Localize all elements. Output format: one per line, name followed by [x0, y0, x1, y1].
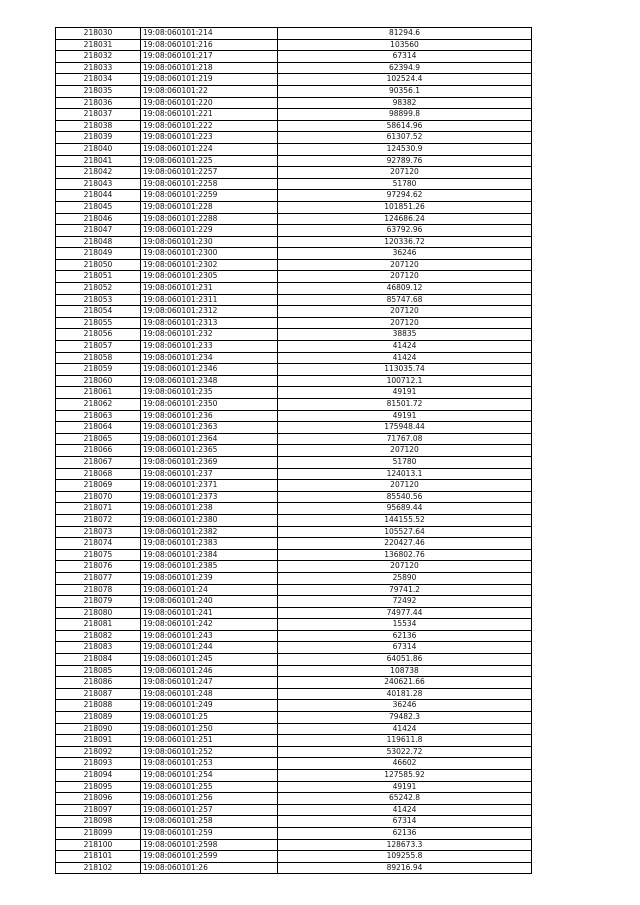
row-number-cell: 218045	[56, 201, 141, 213]
row-number-cell: 218101	[56, 851, 141, 863]
table-row	[56, 839, 532, 851]
value-cell: 62136	[278, 630, 532, 642]
cadastral-number-cell: 19:08:060101:229	[141, 225, 278, 237]
table-row	[56, 294, 532, 306]
value-cell: 62394.9	[278, 62, 532, 74]
table-row	[56, 758, 532, 770]
table-row	[56, 700, 532, 712]
value-cell: 61307.52	[278, 132, 532, 144]
cadastral-number-cell: 19:08:060101:2300	[141, 248, 278, 260]
table-row	[56, 190, 532, 202]
value-cell: 46809.12	[278, 283, 532, 295]
table-row	[56, 503, 532, 515]
cadastral-number-cell: 19:08:060101:25	[141, 712, 278, 724]
value-cell: 67314	[278, 642, 532, 654]
cadastral-number-cell: 19:08:060101:219	[141, 74, 278, 86]
table-row	[56, 712, 532, 724]
cadastral-number-cell: 19:08:060101:2312	[141, 306, 278, 318]
value-cell: 49191	[278, 781, 532, 793]
row-number-cell: 218056	[56, 329, 141, 341]
table-row	[56, 561, 532, 573]
value-cell: 120336.72	[278, 236, 532, 248]
cadastral-number-cell: 19:08:060101:259	[141, 827, 278, 839]
table-row	[56, 39, 532, 51]
cadastral-number-cell: 19:08:060101:230	[141, 236, 278, 248]
row-number-cell: 218032	[56, 51, 141, 63]
value-cell: 102524.4	[278, 74, 532, 86]
table-row	[56, 422, 532, 434]
value-cell: 97294.62	[278, 190, 532, 202]
cadastral-number-cell: 19:08:060101:2364	[141, 433, 278, 445]
value-cell: 67314	[278, 816, 532, 828]
table-row	[56, 827, 532, 839]
cadastral-number-cell: 19:08:060101:249	[141, 700, 278, 712]
table-row	[56, 665, 532, 677]
row-number-cell: 218030	[56, 28, 141, 40]
table-row	[56, 28, 532, 40]
row-number-cell: 218033	[56, 62, 141, 74]
row-number-cell: 218070	[56, 491, 141, 503]
cadastral-number-cell: 19:08:060101:221	[141, 109, 278, 121]
value-cell: 49191	[278, 387, 532, 399]
table-row	[56, 399, 532, 411]
table-row	[56, 283, 532, 295]
cadastral-number-cell: 19:08:060101:26	[141, 862, 278, 874]
row-number-cell: 218093	[56, 758, 141, 770]
value-cell: 240621.66	[278, 677, 532, 689]
cadastral-number-cell: 19:08:060101:224	[141, 143, 278, 155]
table-row	[56, 74, 532, 86]
row-number-cell: 218063	[56, 410, 141, 422]
value-cell: 67314	[278, 51, 532, 63]
table-row	[56, 143, 532, 155]
table-row	[56, 62, 532, 74]
cadastral-number-cell: 19:08:060101:231	[141, 283, 278, 295]
row-number-cell: 218079	[56, 596, 141, 608]
cadastral-number-cell: 19:08:060101:243	[141, 630, 278, 642]
row-number-cell: 218071	[56, 503, 141, 515]
row-number-cell: 218088	[56, 700, 141, 712]
table-row	[56, 155, 532, 167]
row-number-cell: 218081	[56, 619, 141, 631]
value-cell: 36246	[278, 248, 532, 260]
row-number-cell: 218085	[56, 665, 141, 677]
value-cell: 136802.76	[278, 549, 532, 561]
table-row	[56, 167, 532, 179]
cadastral-number-cell: 19:08:060101:216	[141, 39, 278, 51]
table-row	[56, 387, 532, 399]
row-number-cell: 218091	[56, 735, 141, 747]
table-row	[56, 85, 532, 97]
cadastral-number-cell: 19:08:060101:233	[141, 341, 278, 353]
table-row	[56, 225, 532, 237]
cadastral-number-cell: 19:08:060101:255	[141, 781, 278, 793]
row-number-cell: 218094	[56, 770, 141, 782]
table-row	[56, 271, 532, 283]
cadastral-number-cell: 19:08:060101:2346	[141, 364, 278, 376]
row-number-cell: 218078	[56, 584, 141, 596]
table-row	[56, 607, 532, 619]
cadastral-number-cell: 19:08:060101:247	[141, 677, 278, 689]
row-number-cell: 218046	[56, 213, 141, 225]
table-row	[56, 248, 532, 260]
table-row	[56, 804, 532, 816]
row-number-cell: 218082	[56, 630, 141, 642]
cadastral-number-cell: 19:08:060101:222	[141, 120, 278, 132]
value-cell: 58614.96	[278, 120, 532, 132]
value-cell: 79741.2	[278, 584, 532, 596]
table-row	[56, 410, 532, 422]
cadastral-number-cell: 19:08:060101:2363	[141, 422, 278, 434]
cadastral-number-cell: 19:08:060101:252	[141, 746, 278, 758]
cadastral-number-cell: 19:08:060101:258	[141, 816, 278, 828]
cadastral-number-cell: 19:08:060101:232	[141, 329, 278, 341]
cadastral-number-cell: 19:08:060101:251	[141, 735, 278, 747]
cadastral-number-cell: 19:08:060101:2384	[141, 549, 278, 561]
cadastral-number-cell: 19:08:060101:254	[141, 770, 278, 782]
value-cell: 100712.1	[278, 375, 532, 387]
table-body	[56, 28, 532, 874]
cadastral-number-cell: 19:08:060101:2302	[141, 259, 278, 271]
table-row	[56, 793, 532, 805]
cadastral-number-cell: 19:08:060101:2305	[141, 271, 278, 283]
cadastral-number-cell: 19:08:060101:2350	[141, 399, 278, 411]
value-cell: 92789.76	[278, 155, 532, 167]
table-row	[56, 375, 532, 387]
value-cell: 98899.8	[278, 109, 532, 121]
row-number-cell: 218034	[56, 74, 141, 86]
table-row	[56, 236, 532, 248]
cadastral-number-cell: 19:08:060101:2373	[141, 491, 278, 503]
data-table	[55, 27, 532, 874]
table-row	[56, 352, 532, 364]
table-row	[56, 584, 532, 596]
table-row	[56, 201, 532, 213]
value-cell: 207120	[278, 259, 532, 271]
row-number-cell: 218068	[56, 468, 141, 480]
row-number-cell: 218037	[56, 109, 141, 121]
row-number-cell: 218072	[56, 514, 141, 526]
value-cell: 90356.1	[278, 85, 532, 97]
cadastral-number-cell: 19:08:060101:257	[141, 804, 278, 816]
cadastral-number-cell: 19:08:060101:218	[141, 62, 278, 74]
value-cell: 124530.9	[278, 143, 532, 155]
table-row	[56, 723, 532, 735]
cadastral-number-cell: 19:08:060101:235	[141, 387, 278, 399]
value-cell: 49191	[278, 410, 532, 422]
cadastral-number-cell: 19:08:060101:2385	[141, 561, 278, 573]
row-number-cell: 218087	[56, 688, 141, 700]
cadastral-number-cell: 19:08:060101:214	[141, 28, 278, 40]
value-cell: 41424	[278, 804, 532, 816]
row-number-cell: 218040	[56, 143, 141, 155]
row-number-cell: 218031	[56, 39, 141, 51]
row-number-cell: 218065	[56, 433, 141, 445]
row-number-cell: 218097	[56, 804, 141, 816]
table-row	[56, 97, 532, 109]
row-number-cell: 218084	[56, 654, 141, 666]
row-number-cell: 218066	[56, 445, 141, 457]
row-number-cell: 218049	[56, 248, 141, 260]
value-cell: 40181.28	[278, 688, 532, 700]
table-row	[56, 596, 532, 608]
row-number-cell: 218092	[56, 746, 141, 758]
value-cell: 85747.68	[278, 294, 532, 306]
table-row	[56, 433, 532, 445]
table-row	[56, 109, 532, 121]
value-cell: 103560	[278, 39, 532, 51]
cadastral-number-cell: 19:08:060101:248	[141, 688, 278, 700]
row-number-cell: 218053	[56, 294, 141, 306]
cadastral-number-cell: 19:08:060101:2311	[141, 294, 278, 306]
value-cell: 124013.1	[278, 468, 532, 480]
table-row	[56, 514, 532, 526]
cadastral-number-cell: 19:08:060101:234	[141, 352, 278, 364]
cadastral-number-cell: 19:08:060101:2383	[141, 538, 278, 550]
cadastral-number-cell: 19:08:060101:244	[141, 642, 278, 654]
cadastral-number-cell: 19:08:060101:245	[141, 654, 278, 666]
table-row	[56, 213, 532, 225]
row-number-cell: 218090	[56, 723, 141, 735]
row-number-cell: 218064	[56, 422, 141, 434]
cadastral-number-cell: 19:08:060101:2382	[141, 526, 278, 538]
row-number-cell: 218038	[56, 120, 141, 132]
cadastral-number-cell: 19:08:060101:228	[141, 201, 278, 213]
value-cell: 207120	[278, 167, 532, 179]
row-number-cell: 218096	[56, 793, 141, 805]
value-cell: 51780	[278, 178, 532, 190]
row-number-cell: 218089	[56, 712, 141, 724]
cadastral-number-cell: 19:08:060101:2599	[141, 851, 278, 863]
cadastral-number-cell: 19:08:060101:256	[141, 793, 278, 805]
table-row	[56, 468, 532, 480]
row-number-cell: 218100	[56, 839, 141, 851]
cadastral-number-cell: 19:08:060101:220	[141, 97, 278, 109]
cadastral-number-cell: 19:08:060101:2259	[141, 190, 278, 202]
table-row	[56, 51, 532, 63]
table-row	[56, 549, 532, 561]
value-cell: 109255.8	[278, 851, 532, 863]
cadastral-number-cell: 19:08:060101:253	[141, 758, 278, 770]
value-cell: 175948.44	[278, 422, 532, 434]
cadastral-number-cell: 19:08:060101:2371	[141, 480, 278, 492]
cadastral-number-cell: 19:08:060101:2365	[141, 445, 278, 457]
value-cell: 79482.3	[278, 712, 532, 724]
cadastral-number-cell: 19:08:060101:217	[141, 51, 278, 63]
cadastral-number-cell: 19:08:060101:250	[141, 723, 278, 735]
cadastral-number-cell: 19:08:060101:22	[141, 85, 278, 97]
value-cell: 74977.44	[278, 607, 532, 619]
table-row	[56, 677, 532, 689]
row-number-cell: 218102	[56, 862, 141, 874]
cadastral-number-cell: 19:08:060101:2257	[141, 167, 278, 179]
table-row	[56, 619, 532, 631]
table-row	[56, 445, 532, 457]
value-cell: 71767.08	[278, 433, 532, 445]
row-number-cell: 218051	[56, 271, 141, 283]
cadastral-number-cell: 19:08:060101:246	[141, 665, 278, 677]
cadastral-number-cell: 19:08:060101:236	[141, 410, 278, 422]
value-cell: 41424	[278, 352, 532, 364]
row-number-cell: 218095	[56, 781, 141, 793]
value-cell: 220427.46	[278, 538, 532, 550]
value-cell: 105527.64	[278, 526, 532, 538]
value-cell: 46602	[278, 758, 532, 770]
row-number-cell: 218035	[56, 85, 141, 97]
value-cell: 81501.72	[278, 399, 532, 411]
row-number-cell: 218099	[56, 827, 141, 839]
table-row	[56, 746, 532, 758]
cadastral-number-cell: 19:08:060101:2288	[141, 213, 278, 225]
value-cell: 113035.74	[278, 364, 532, 376]
value-cell: 207120	[278, 271, 532, 283]
value-cell: 63792.96	[278, 225, 532, 237]
value-cell: 207120	[278, 317, 532, 329]
row-number-cell: 218086	[56, 677, 141, 689]
table-row	[56, 630, 532, 642]
row-number-cell: 218055	[56, 317, 141, 329]
row-number-cell: 218083	[56, 642, 141, 654]
cadastral-number-cell: 19:08:060101:225	[141, 155, 278, 167]
value-cell: 81294.6	[278, 28, 532, 40]
table-row	[56, 341, 532, 353]
cadastral-number-cell: 19:08:060101:223	[141, 132, 278, 144]
table-row	[56, 259, 532, 271]
value-cell: 38835	[278, 329, 532, 341]
row-number-cell: 218061	[56, 387, 141, 399]
value-cell: 128673.3	[278, 839, 532, 851]
table-row	[56, 317, 532, 329]
value-cell: 98382	[278, 97, 532, 109]
row-number-cell: 218067	[56, 456, 141, 468]
cadastral-number-cell: 19:08:060101:240	[141, 596, 278, 608]
value-cell: 41424	[278, 723, 532, 735]
table-row	[56, 642, 532, 654]
row-number-cell: 218041	[56, 155, 141, 167]
row-number-cell: 218098	[56, 816, 141, 828]
cadastral-number-cell: 19:08:060101:238	[141, 503, 278, 515]
value-cell: 65242.8	[278, 793, 532, 805]
value-cell: 124686.24	[278, 213, 532, 225]
value-cell: 51780	[278, 456, 532, 468]
row-number-cell: 218077	[56, 572, 141, 584]
table-row	[56, 781, 532, 793]
value-cell: 89216.94	[278, 862, 532, 874]
table-row	[56, 851, 532, 863]
cadastral-number-cell: 19:08:060101:2380	[141, 514, 278, 526]
value-cell: 72492	[278, 596, 532, 608]
row-number-cell: 218043	[56, 178, 141, 190]
row-number-cell: 218039	[56, 132, 141, 144]
row-number-cell: 218075	[56, 549, 141, 561]
cadastral-number-cell: 19:08:060101:2598	[141, 839, 278, 851]
table-row	[56, 132, 532, 144]
cadastral-number-cell: 19:08:060101:2313	[141, 317, 278, 329]
row-number-cell: 218042	[56, 167, 141, 179]
cadastral-number-cell: 19:08:060101:2258	[141, 178, 278, 190]
table-row	[56, 456, 532, 468]
value-cell: 207120	[278, 445, 532, 457]
row-number-cell: 218047	[56, 225, 141, 237]
value-cell: 36246	[278, 700, 532, 712]
row-number-cell: 218074	[56, 538, 141, 550]
value-cell: 85540.56	[278, 491, 532, 503]
row-number-cell: 218048	[56, 236, 141, 248]
row-number-cell: 218059	[56, 364, 141, 376]
cadastral-number-cell: 19:08:060101:239	[141, 572, 278, 584]
table-row	[56, 306, 532, 318]
value-cell: 207120	[278, 561, 532, 573]
row-number-cell: 218062	[56, 399, 141, 411]
table-row	[56, 688, 532, 700]
row-number-cell: 218054	[56, 306, 141, 318]
value-cell: 15534	[278, 619, 532, 631]
value-cell: 119611.8	[278, 735, 532, 747]
row-number-cell: 218050	[56, 259, 141, 271]
row-number-cell: 218044	[56, 190, 141, 202]
cadastral-number-cell: 19:08:060101:2348	[141, 375, 278, 387]
value-cell: 62136	[278, 827, 532, 839]
value-cell: 53022.72	[278, 746, 532, 758]
value-cell: 64051.86	[278, 654, 532, 666]
table-row	[56, 735, 532, 747]
table-row	[56, 572, 532, 584]
value-cell: 207120	[278, 306, 532, 318]
value-cell: 207120	[278, 480, 532, 492]
table-row	[56, 654, 532, 666]
table-row	[56, 480, 532, 492]
table-row	[56, 862, 532, 874]
cadastral-number-cell: 19:08:060101:237	[141, 468, 278, 480]
row-number-cell: 218060	[56, 375, 141, 387]
row-number-cell: 218057	[56, 341, 141, 353]
row-number-cell: 218076	[56, 561, 141, 573]
row-number-cell: 218036	[56, 97, 141, 109]
table-row	[56, 120, 532, 132]
row-number-cell: 218052	[56, 283, 141, 295]
table-row	[56, 816, 532, 828]
row-number-cell: 218069	[56, 480, 141, 492]
cadastral-number-cell: 19:08:060101:241	[141, 607, 278, 619]
row-number-cell: 218073	[56, 526, 141, 538]
table-row	[56, 526, 532, 538]
table-row	[56, 364, 532, 376]
row-number-cell: 218058	[56, 352, 141, 364]
value-cell: 127585.92	[278, 770, 532, 782]
value-cell: 95689.44	[278, 503, 532, 515]
table-row	[56, 770, 532, 782]
value-cell: 41424	[278, 341, 532, 353]
table-row	[56, 538, 532, 550]
cadastral-number-cell: 19:08:060101:2369	[141, 456, 278, 468]
cadastral-number-cell: 19:08:060101:24	[141, 584, 278, 596]
table-row	[56, 178, 532, 190]
cadastral-number-cell: 19:08:060101:242	[141, 619, 278, 631]
table-row	[56, 491, 532, 503]
value-cell: 25890	[278, 572, 532, 584]
value-cell: 101851.26	[278, 201, 532, 213]
value-cell: 108738	[278, 665, 532, 677]
table-row	[56, 329, 532, 341]
row-number-cell: 218080	[56, 607, 141, 619]
value-cell: 144155.52	[278, 514, 532, 526]
